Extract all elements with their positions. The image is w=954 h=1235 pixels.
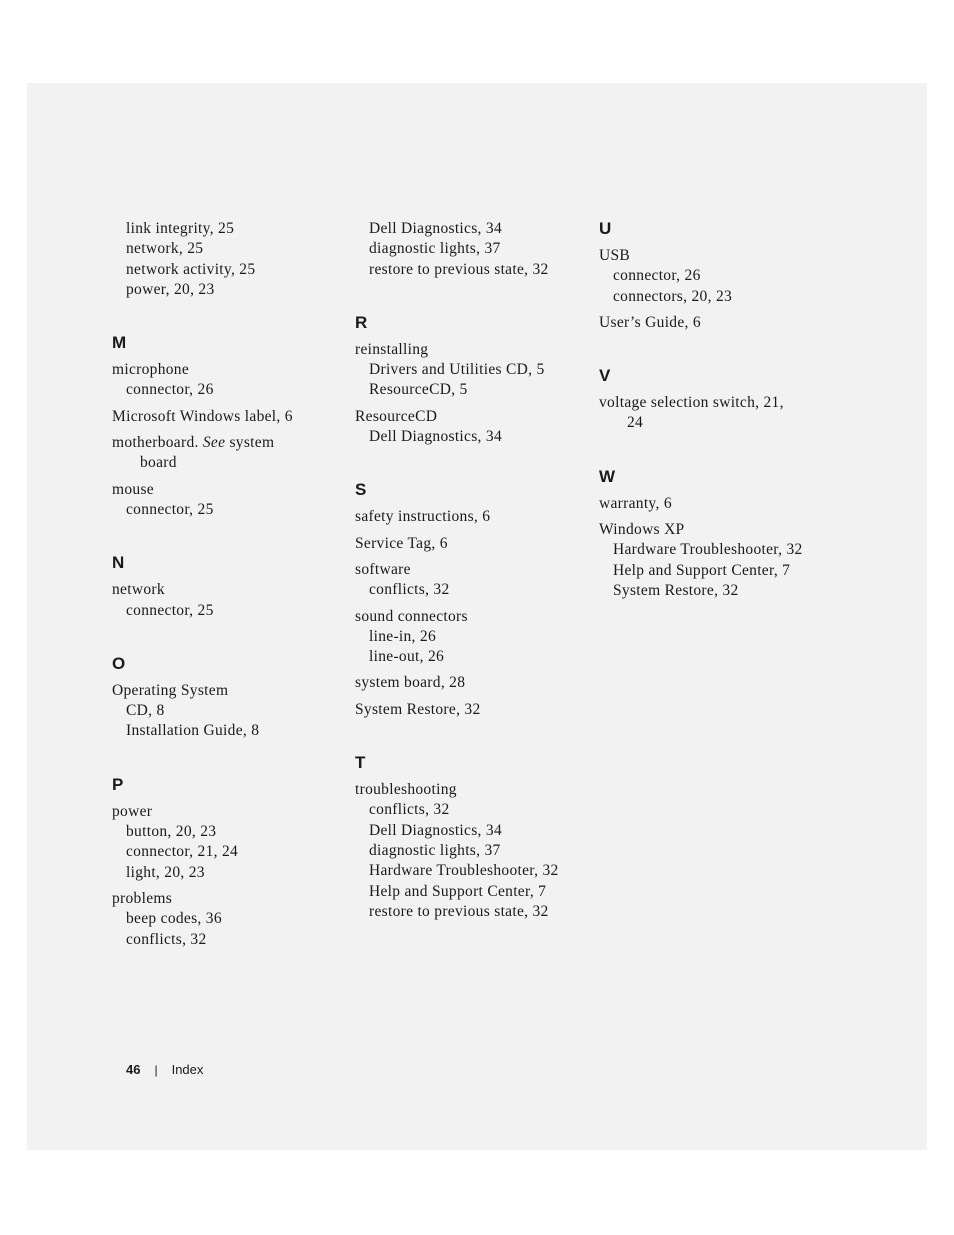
index-subterm: beep codes, 36	[126, 910, 222, 928]
index-term: sound connectors	[355, 607, 468, 625]
index-column-3	[599, 219, 824, 607]
index-subterm: ResourceCD, 5	[369, 381, 468, 399]
index-term: power	[112, 802, 153, 820]
index-subterm: connector, 26	[126, 381, 214, 399]
index-term: software	[355, 560, 411, 578]
index-entry	[355, 534, 580, 554]
index-subterm: System Restore, 32	[613, 581, 739, 599]
index-subterm: Drivers and Utilities CD, 5	[369, 361, 545, 379]
index-term-continuation: 24	[627, 414, 644, 432]
footer-separator: |	[154, 1063, 158, 1077]
index-term: System Restore, 32	[355, 700, 481, 718]
index-subterm: diagnostic lights, 37	[369, 841, 501, 859]
index-letter-heading: U	[599, 219, 612, 238]
index-term: USB	[599, 247, 631, 264]
index-entry	[355, 673, 580, 693]
index-column-2	[355, 219, 580, 928]
index-entry	[599, 313, 824, 333]
index-subterm: power, 20, 23	[126, 280, 215, 298]
index-subterm: Installation Guide, 8	[126, 722, 260, 740]
index-entry	[112, 802, 337, 883]
index-subterm: line-out, 26	[369, 648, 445, 666]
index-letter-heading: M	[112, 333, 127, 353]
index-group-w	[599, 467, 824, 601]
index-subterm: network activity, 25	[126, 260, 256, 278]
index-letter-heading: R	[355, 312, 368, 332]
index-subterm: restore to previous state, 32	[369, 260, 549, 278]
index-group-p	[112, 775, 337, 950]
index-subterm: connector, 25	[126, 500, 214, 518]
index-subterm: button, 20, 23	[126, 823, 217, 841]
index-group-continued	[112, 219, 337, 300]
index-entry	[355, 340, 580, 401]
index-subterm: connector, 25	[126, 601, 214, 619]
index-term: problems	[112, 889, 173, 907]
index-term: ResourceCD	[355, 407, 438, 425]
index-entry	[599, 494, 824, 514]
index-term: voltage selection switch, 21,	[599, 394, 784, 412]
index-term: troubleshooting	[355, 781, 457, 799]
index-letter-heading: W	[599, 466, 616, 486]
index-group-u	[599, 219, 824, 333]
page-number: 46	[126, 1062, 141, 1077]
index-term: User’s Guide, 6	[599, 313, 701, 331]
index-subterm: Hardware Troubleshooter, 32	[613, 541, 803, 559]
footer-section-title: Index	[171, 1062, 204, 1077]
index-subterm: Help and Support Center, 7	[369, 882, 547, 900]
index-group-r	[355, 313, 580, 447]
index-group-v	[599, 366, 824, 434]
index-entry	[355, 407, 580, 448]
index-group-o	[112, 654, 337, 742]
index-letter-heading: N	[112, 553, 125, 573]
index-subterm: conflicts, 32	[369, 581, 450, 599]
index-subterm: restore to previous state, 32	[369, 902, 549, 920]
index-term: warranty, 6	[599, 494, 672, 512]
index-group-continued	[355, 219, 580, 280]
index-entry	[112, 480, 337, 521]
index-term-continuation: board	[140, 454, 177, 472]
index-subterm: Help and Support Center, 7	[613, 561, 791, 579]
index-entry	[112, 681, 337, 742]
index-entry	[112, 360, 337, 401]
index-entry	[355, 607, 580, 668]
index-entry	[355, 700, 580, 720]
index-entry	[599, 246, 824, 307]
index-group-t	[355, 753, 580, 922]
index-term: reinstalling	[355, 340, 429, 358]
index-letter-heading: T	[355, 753, 366, 773]
index-subterm: connectors, 20, 23	[613, 287, 733, 305]
index-subterm: line-in, 26	[369, 627, 437, 645]
index-entry	[599, 520, 824, 601]
index-entry	[112, 433, 337, 474]
index-term-text: system	[225, 434, 275, 452]
index-subterm: Dell Diagnostics, 34	[369, 220, 502, 237]
index-subterm: connector, 21, 24	[126, 843, 239, 861]
index-group-s	[355, 480, 580, 720]
index-entry	[355, 219, 580, 280]
index-subterm: Dell Diagnostics, 34	[369, 821, 502, 839]
index-entry	[112, 580, 337, 621]
index-letter-heading: S	[355, 480, 367, 500]
index-subterm: Dell Diagnostics, 34	[369, 428, 502, 446]
index-entry	[599, 393, 824, 434]
index-term: network	[112, 581, 165, 599]
index-entry	[112, 407, 337, 427]
index-subterm: conflicts, 32	[369, 801, 450, 819]
index-term: Microsoft Windows label, 6	[112, 407, 293, 425]
index-term: Operating System	[112, 681, 229, 699]
index-term	[112, 433, 337, 453]
index-subterm: diagnostic lights, 37	[369, 240, 501, 258]
index-group-n	[112, 553, 337, 621]
index-entry	[355, 507, 580, 527]
index-entry	[112, 889, 337, 950]
index-column-1	[112, 219, 337, 956]
index-subterm: conflicts, 32	[126, 930, 207, 948]
index-subterm: link integrity, 25	[126, 220, 235, 237]
index-entry	[355, 560, 580, 601]
index-subterm: connector, 26	[613, 267, 701, 285]
index-entry	[355, 780, 580, 922]
index-term: system board, 28	[355, 674, 466, 692]
index-entry	[112, 219, 337, 300]
index-letter-heading: V	[599, 366, 611, 386]
index-term-text: motherboard.	[112, 434, 203, 452]
index-term: Windows XP	[599, 521, 685, 539]
index-term: mouse	[112, 480, 154, 498]
index-subterm: Hardware Troubleshooter, 32	[369, 862, 559, 880]
index-term: Service Tag, 6	[355, 534, 448, 552]
see-reference: See	[202, 434, 226, 452]
index-group-m	[112, 333, 337, 520]
index-letter-heading: O	[112, 653, 126, 673]
index-letter-heading: P	[112, 774, 124, 794]
index-term: microphone	[112, 361, 190, 379]
index-subterm: network, 25	[126, 240, 204, 258]
index-subterm: CD, 8	[126, 702, 165, 720]
index-term: safety instructions, 6	[355, 508, 491, 526]
page-footer	[126, 1061, 203, 1079]
index-subterm: light, 20, 23	[126, 863, 205, 881]
